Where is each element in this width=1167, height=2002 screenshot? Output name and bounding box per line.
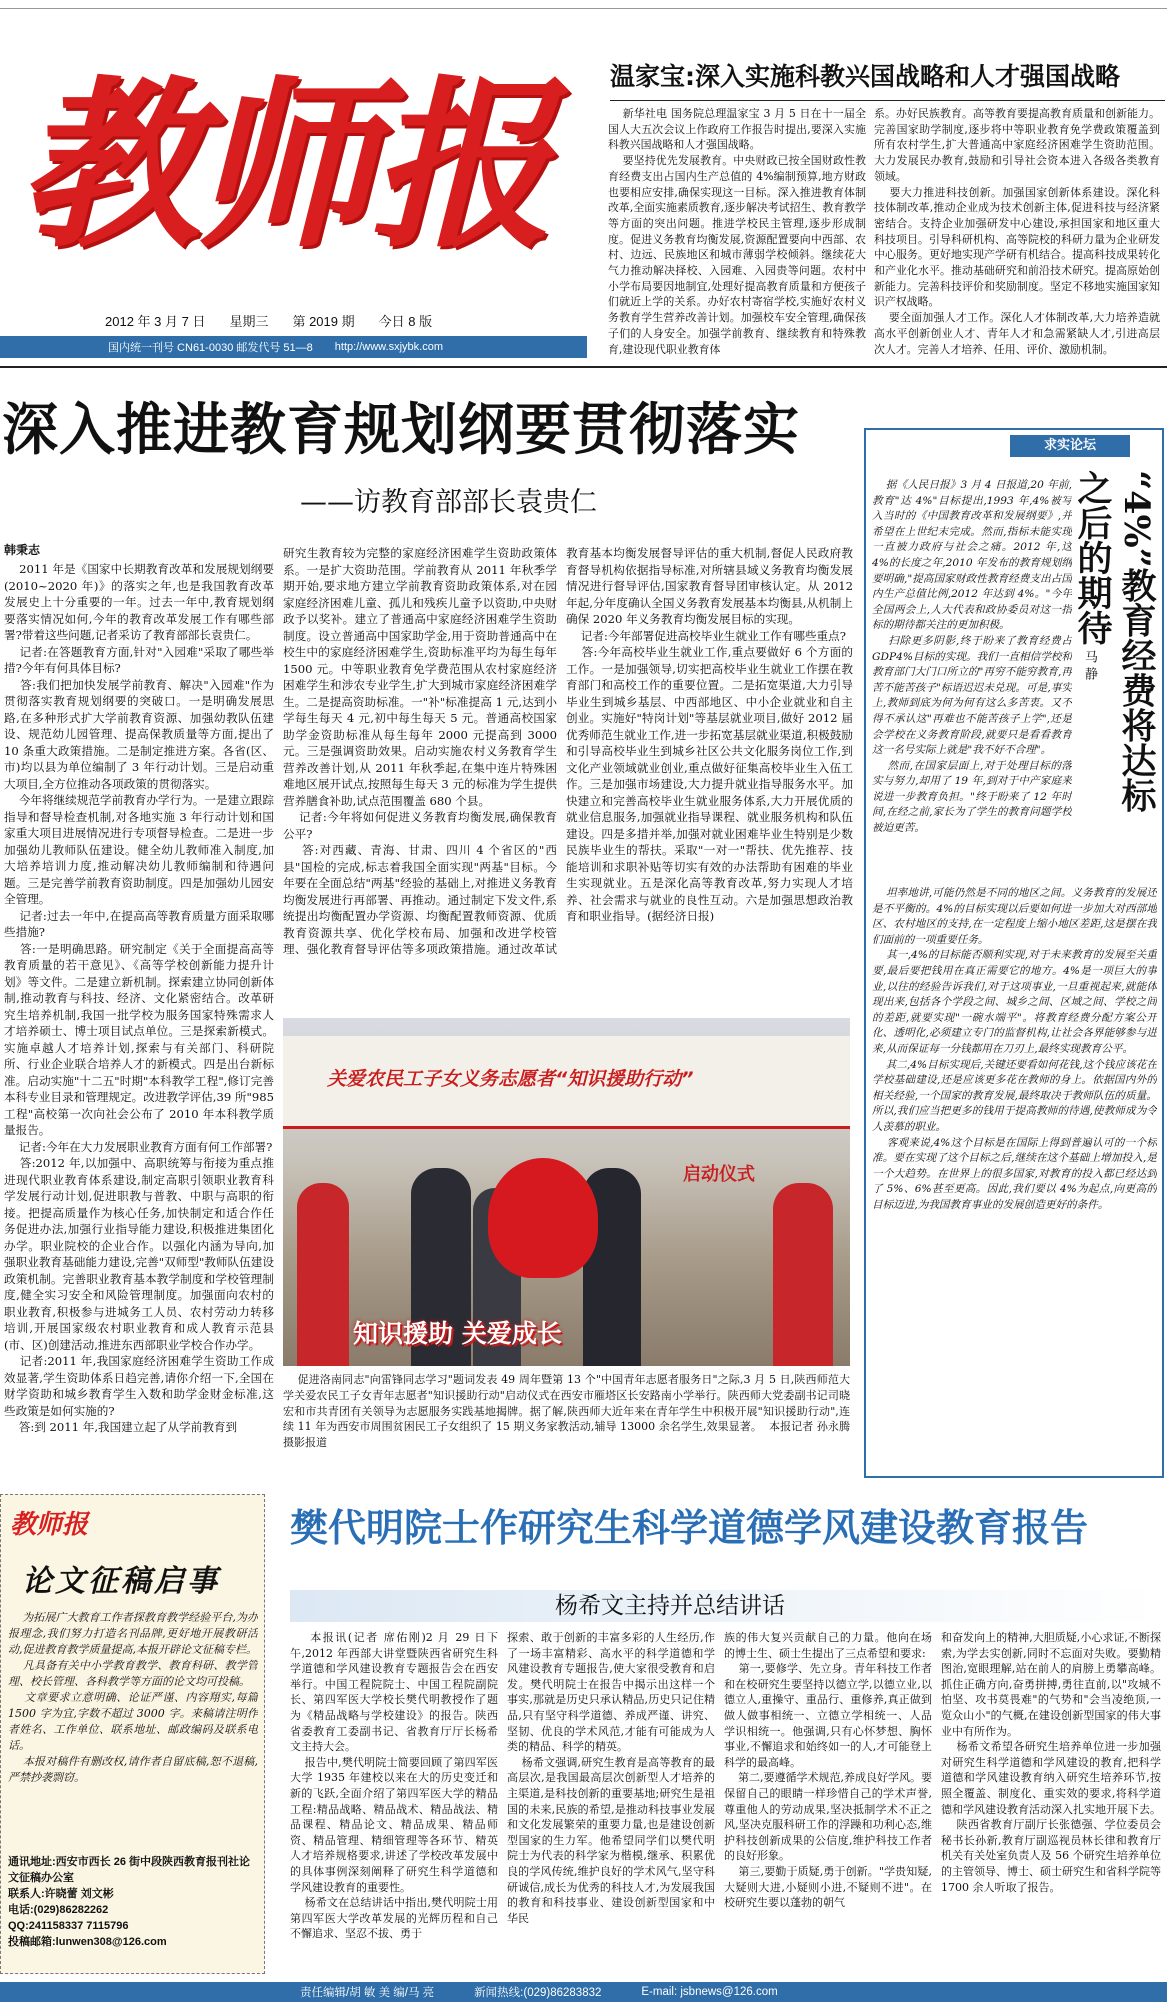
- ad-email[interactable]: 投稿邮箱:lunwen308@126.com: [8, 1936, 167, 1948]
- ad-logo: 教师报: [10, 1510, 89, 1540]
- top-story-column-1: 新华社电 国务院总理温家宝 3 月 5 日在十一届全国人大五次会议上作政府工作报告时提出,要深入实施科教兴国战略和人才强国战略。 要坚持优先发展教育。中央财政已按全国财政性教育经费支出占国内生产总值的 4%编制预算,地方财政也要相应安排,确保实现这一目标。深入推进教育体制改革,全面实施素质教育,逐步解决考试招生、教育教学等方面的突出问题。推进学校民主管理,逐步形成制度。促进义务教育均衡发展,资源配置要向中西部、农村、边远、民族地区和城市薄弱学校倾斜。继续花大气力推动解决择校、入园难、入园贵等问题。农村中小学布局要因地制宜,处理好提高教育质量和方便孩子们就近上学的关系。办好农村寄宿学校,实施好农村义务教育学生营养改善计划。加强校车安全管理,确保孩子们的人身安全。加强学前教育、继续教育和特殊教育,建设现代职业教育体: [608, 107, 866, 356]
- publication-code: 国内统一刊号 CN61-0030 邮发代号 51—8: [108, 342, 313, 354]
- masthead-bottom-rule: [0, 366, 1167, 368]
- masthead-top-rule: [0, 8, 1167, 9]
- ad-contact-block: [8, 1854, 260, 1950]
- person-5: [773, 1183, 833, 1366]
- main-headline: 深入推进教育规划纲要贯彻落实: [2, 398, 800, 463]
- ad-address: 通讯地址:西安市西长 26 街中段陕西教育报刊社论文征稿办公室: [8, 1856, 251, 1884]
- issue-weekday: 星期三: [229, 313, 269, 329]
- page-count: 今日 8 版: [378, 313, 433, 329]
- plaque-ribbon: [488, 1158, 598, 1278]
- ad-body: 为拓展广大教育工作者探教育教学经验平台,为办报理念,我们努力打造名刊品牌,更好地开展教研活动,促进教育教学质量提高,本报开辟论文征稿专栏。 凡具备有关中小学教育教学、教育科研、教学管理、校长管理、各科教学等方面的论文均可投稿。 文章要求立意明确、论证严谨、内容翔实,每篇 1500 字为宜,字数不超过 3000 字。来稿请注明作者姓名、工作单位、联系地址、邮政编码及联系电话。 本报对稿件有删改权,请作者自留底稿,恕不退稿,严禁抄袭剽窃。: [8, 1611, 258, 1784]
- footer-phone: 新闻热线:(029)86283832: [474, 1987, 602, 1999]
- second-story-column-2: 探索、敢于创新的丰富多彩的人生经历,作了一场丰富精彩、高水平的科学道德和学风建设教育专题报告,使大家很受教育和启发。樊代明院士在报告中揭示出这样一个事实,那就是历史只承认精品,历史只记住精品,只有坚守科学道德、养成严谨、讲究、坚韧、优良的学术风范,才能有可能成为人类的精品、科学的精英。 杨希文强调,研究生教育是高等教育的最高层次,是我国最高层次创新型人才培养的主渠道,是科技创新的重要基地;研究生是祖国的未来,民族的希望,是推动科技事业发展和文化发展繁荣的重要力量,也是建设创新型国家的生力军。他希望同学们以樊代明院士为代表的科学家为楷模,继承、积累优良的学风传统,维护良好的学术风气,坚守科研诚信,成长为优秀的科技人才,为发展我国的教育和科技事业、建设创新型国家和中华民: [507, 1631, 715, 1925]
- second-story-column-3: 族的伟大复兴贡献自己的力量。他向在场的博士生、硕士生提出了三点希望和要求: 第一,要修学、先立身。青年科技工作者和在校研究生要坚持以德立学,以德立业,以德立人,重操守、重品行、重修养,真正做到做人做事相统一、立德立学相统一、人品学识相统一。他强调,只有心怀梦想、胸怀事业,不懈追求和始终如一的人,才可能登上科学的最高峰。 第二,要遵循学术规范,养成良好学风。要保留自己的眼睛一样珍惜自己的学术声誉,尊重他人的劳动成果,坚决抵制学术不正之风,坚决克服科研工作的浮躁和功利心态,维护科技创新成果的公信度,维护科技工作者的良好形象。 第三,要勤于质疑,勇于创新。"学贵知疑,大疑则大进,小疑则小进,不疑则不进"。在校研究生要以蓬勃的朝气: [724, 1631, 932, 1910]
- main-story-column-2: 研究生教育较为完整的家庭经济困难学生资助政策体系。一是扩大资助范围。学前教育从 2011 年秋季学期开始,要求地方建立学前教育资助政策体系,对在园家庭经济困难儿童、孤儿和残疾儿童予以资助,中央财政予以奖补。建立了普通高中家庭经济困难学生资助制度。设立普通高中国家助学金,用于资助普通高中在校生中的家庭经济困难学生,资助标准平均为每生每年 1500 元。中等职业教育免学费范围从农村家庭经济困难学生和涉农专业学生,扩大到城市家庭经济困难学生。二是提高资助标准。一"补"标准提高 1 元,达到小学每生每天 4 元,初中每生每天 5 元。普通高校国家助学金资助标准从每生每年 2000 元提高到 3000 元。三是强调资助效果。启动实施农村义务教育学生营养改善计划,从 2011 年秋季起,在集中连片特殊困难地区展开试点,按照每生每天 3 元的标准为学生提供营养膳食补助,试点范围覆盖 680 个县。 记者:今年将如何促进义务教育均衡发展,确保教育公平? 答:对西藏、青海、甘肃、四川 4 个省区的"西县"国检的完成,标志着我国全面实现"两基"目标。今年要在全面总结"两基"经验的基础上,对推进义务教育均衡发展进行再部署、再推动。通过制定下发文件,系统提出均衡配置办学资源、均衡配置教师资源、优质教育资源共享、优化学校布局、加强和改进学校管理、强化教育督导评估等多项政策措施。通过改革试: [283, 546, 557, 955]
- footer-bar: [0, 1982, 1167, 2002]
- commentary-title: “4%”教育经费将达标之后的期待: [1072, 470, 1157, 813]
- second-headline: 樊代明院士作研究生科学道德学风建设教育报告: [290, 1506, 1089, 1550]
- issue-number: 第 2019 期: [292, 313, 355, 329]
- commentary-column-a: 据《人民日报》3 月 4 日报道,20 年前,教育"达 4%"目标提出,1993 年,4%被写入当时的《中国教育改革和发展纲要》,并希望在上世纪末完成。然而,指标未能实现一直被力政府与社会之痛。2012 年,这 4%的长度之年,2010 年发布的教育规划纲要明确,"提高国家财政性教育经费支出占国内生产总值比例,2012 年达到 4%。"今年全国两会上,人大代表和政协委员对这一指标的期待都关注的更加积极。 扫除更多阴影,终于盼来了教育经费占 GDP4%目标的实现。我们一直相信学校和教育部门大门口所立的"再穷不能穷教育,再苦不能苦孩子"标语迟迟未兑现。可是,事实上,教师到底为何为何有这么多苦衷。又不得不承认这"再难也不能苦孩子上学",还是会学校在义务教育阶段,就要只是看看教育这一名号实际上就是"我不好不合理"。 然而,在国家层面上,对于处理目标的落实与努力,却用了 19 年,到对于中产家庭来说进一步教育负担。"终于盼来了 12 年时间,在经之前,家长为了学生的教育问题学校被迫更苦。: [872, 479, 1072, 835]
- photo-banner-text: 关爱农民工子女义务志愿者“知识援助行动”: [327, 1068, 694, 1090]
- ad-phone: 电话:(029)86282262: [8, 1904, 109, 1916]
- ad-contact: 联系人:许晓蕾 刘文彬: [8, 1888, 114, 1900]
- commentary-column-tag: 求实论坛: [1010, 435, 1130, 457]
- masthead-logo: 教师报: [18, 58, 546, 272]
- second-subtitle: 杨希文主持并总结讲话: [555, 1593, 785, 1619]
- ad-title: 论文征稿启事: [22, 1564, 220, 1599]
- second-story-column-4: 和奋发向上的精神,大胆质疑,小心求证,不断探索,为学去实创新,同时不忘面对失败。要勤精图治,宽眼理解,站在前人的肩膀上勇攀高峰。抓住正确方向,奋勇拼搏,勇往直前,以"攻城不怕坚、攻书莫畏难"的气势和"会当凌绝顶,一览众山小"的气概,在建设创新型国家的伟大事业中有所作为。 杨希文希望各研究生培养单位进一步加强对研究生科学道德和学风建设的教育,把科学道德和学风建设教育纳入研究生培养环节,按照全覆盖、制度化、重实效的要求,将科学道德和学风建设教育活动深入扎实地开展下去。 陕西省教育厅副厅长张德强、学位委员会秘书长孙新,教育厅副巡视员林长律和教育厅机关有关处室负责人及 56 个研究生培养单位的主管领导、博士、硕士研究生和省科学院等 1700 余人听取了报告。: [941, 1631, 1161, 1894]
- top-story-rule: [610, 100, 1165, 101]
- main-story-column-3: 教育基本均衡发展督导评估的重大机制,督促人民政府教育督导机构依据指导标准,对所辖县域义务教育均衡发展情况进行督导评估,国家教育督导团审核认定。从 2012 年起,分年度确认全国义务教育发展基本均衡县,从机制上确保 2020 年义务教育均衡发展目标的实现。 记者:今年部署促进高校毕业生就业工作有哪些重点? 答:今年高校毕业生就业工作,重点要做好 6 个方面的工作。一是加强领导,切实把高校毕业生就业工作摆在教育部门和高校工作的重要位置。二是拓宽渠道,大力引导毕业生到城乡基层、中西部地区、中小企业就业和自主创业。实施好"特岗计划"等基层就业项目,做好 2012 届优秀师范生就业工作,进一步拓宽基层就业渠道,积极鼓励和引导高校毕业生到城乡社区公共文化服务岗位工作,到文化产业领域就业创业,重点做好征集高校毕业生入伍工作。三是加强市场建设,大力提升就业指导服务水平。加快建立和完善高校毕业生就业服务体系,大力开展优质的就业信息服务,加强就业指导课程、就业服务机构和队伍建设。四是多措并举,加强对就业困难毕业生特别是少数民族毕业生的帮扶。采取"一对一"帮扶、优先推荐、技能培训和求职补贴等切实有效的办法帮助有困难的毕业生实现就业。五是深化高等教育改革,努力实现人才培养、社会需求与就业的良性互动。六是加强思想政治教育和职业指导。(据经济日报): [566, 546, 853, 923]
- person-1: [297, 1183, 349, 1366]
- top-story-headline: 温家宝:深入实施科教兴国战略和人才强国战略: [610, 62, 1120, 91]
- second-story-column-1: 本报讯(记者 席佑刚)2 月 29 日下午,2012 年西部大讲堂暨陕西省研究生科学道德和学风建设教育专题报告会在西安举行。中国工程院院士、中国工程院副院长、第四军医大学校长樊代明教授作了题为《精品战略与学校建设》的报告。陕西省委教育工委副书记、省教育厅厅长杨希文主持大会。 报告中,樊代明院士简要回顾了第四军医大学 1935 年建校以来在大的历史变迁和新的飞跃,全面介绍了第四军医大学的精品工程:精品战略、精品战术、精品战法、精品课程、精品论文、精品成果、精品师资、精品管理、精细管理等各环节、精英人才培养规格要求,讲述了学校改革发展中的具体事例深刻阐释了研究生科学道德和学风建设教育的重要性。 杨希文在总结讲话中指出,樊代明院士用第四军医大学改革发展的光辉历程和自己不懈追求、坚忍不拔、勇于: [290, 1631, 498, 1941]
- top-story-column-2: 系。办好民族教育。高等教育要提高教育质量和创新能力。完善国家助学制度,逐步将中等职业教育免学费政策覆盖到所有农村学生,扩大普通高中家庭经济困难学生资助范围。大力发展民办教育,鼓励和引导社会资本进入各级各类教育领域。 要大力推进科技创新。加强国家创新体系建设。深化科技体制改革,推动企业成为技术创新主体,促进科技与经济紧密结合。支持企业加强研发中心建设,承担国家和地区重大科技项目。引导科研机构、高等院校的科研力量为企业研发中心服务。更好地实现产学研有机结合。提高科技成果转化和产业化水平。推动基础研究和前沿技术研究。提高原始创新能力。完善科技评价和奖励制度。坚定不移地实施国家知识产权战略。 要全面加强人才工作。深化人才体制改革,大力培养造就高水平创新创业人才、青年人才和急需紧缺人才,引进高层次人才。完善人才培养、任用、评价、激励机制。: [874, 107, 1160, 356]
- issue-date: 2012 年 3 月 7 日: [105, 313, 206, 329]
- commentary-column-b: 坦率地讲,可能仍然是不同的地区之间。义务教育的发展还是不平衡的。4%的目标实现以后要如何进一步加大对西部地区、农村地区的支持,在一定程度上缩小地区差距,这是摆在我们面前的一项重要任务。 其一,4%的目标能否顺利实现,对于未来教育的发展至关重要,最后要把钱用在真正需要它的地方。4%是一项巨大的事业,以往的经验告诉我们,对于这项事业,一旦重视起来,就能体现出来,包括各个学段之间、城乡之间、区域之间、学校之间的差距,就要实现"一碗水端平"。将教育经费分配方案公开化、透明化,必须建立专门的监督机构,让社会各界能够参与进来,从而保证每一分钱都用在刀刃上,最终实现教育公平。 其二,4%目标实现后,关键还要看如何花钱,这个钱应该花在学校基础建设,还是应该更多花在教师的身上。依据国内外的相关经验,一个国家的教育发展,最终取决于教师队伍的质量。所以,我们应当把更多的钱用于提高教师的待遇,使教师成为令人羡慕的职业。 客观来说,4%这个目标是在国际上得到普遍认可的一个标准。要在实现了这个目标之后,继续在这个基础上增加投入,是一个大趋势。在世界上的很多国家,对教育的投入都已经达到了 5%、6%甚至更高。因此,我们要以 4%为起点,向更高的目标迈进,为我国教育事业的发展创造更好的条件。: [872, 887, 1157, 1211]
- footer-editor: 责任编辑/胡 敏 美 编/马 亮: [300, 1987, 435, 1999]
- publication-info-bar: [0, 336, 587, 358]
- event-photo: [283, 1018, 850, 1366]
- website-link[interactable]: http://www.sxjybk.com: [334, 341, 443, 353]
- photo-slogan: 知识援助 关爱成长: [353, 1319, 562, 1348]
- commentary-author: 马 静: [1082, 650, 1097, 681]
- ad-qq: QQ:241158337 7115796: [8, 1920, 129, 1932]
- photo-ribbon-text: 启动仪式: [683, 1164, 755, 1185]
- main-story-column-1: 2011 年是《国家中长期教育改革和发展规划纲要(2010~2020 年)》的落实之年,也是我国教育改革发展史上十分重要的一年。过去一年中,教育规划纲要落实情况如何,今年的教育改革发展工作有哪些部署?带着这些问题,记者采访了教育部部长袁贵仁。 记者:在答题教育方面,针对"入园难"采取了哪些举措?今年有何具体目标? 答:我们把加快发展学前教育、解决"入园难"作为贯彻落实教育规划纲要的突破口。一是明确发展思路,在多种形式扩大学前教育资源、加强幼教队伍建设、规范幼儿园管理、提高保教质量等方面,提出了 10 条重大政策措施。二是制定推进方案。各省(区、市)均以县为单位编制了 3 年行动计划。三是启动重大项目,全方位推动各项政策的贯彻落实。 今年将继续规范学前教育办学行为。一是建立跟踪指导和督导检查机制,对各地实施 3 年行动计划和国家重大项目进展情况进行专项督导检查。二是进一步加强幼儿教师队伍建设。健全幼儿教师准入制度,加大培养培训力度,推动解决幼儿教师编制和待遇问题。三是完善学前教育资助制度。四是加强幼儿园安全管理。 记者:过去一年中,在提高高等教育质量方面采取哪些措施? 答:一是明确思路。研究制定《关于全面提高高等教育质量的若干意见》、《高等学校创新能力提升计划》等文件。二是建立新机制。探索建立协同创新体制,推动教育与科技、经济、文化紧密结合。改革研究生培养机制,我国一批学校为服务国家特殊需求人才培养硕士、博士项目试点单位。三是探索新模式。实施卓越人才培养计划,探索与有关部门、科研院所、行业企业联合培养人才的新模式。四是出台新标准。启动实施"十二五"时期"本科教学工程",修订完善本科专业目录和管理规定。改进教学评估,39 所"985 工程"高校第一次向社会公布了 2010 年本科教学质量报告。 记者:今年在大力发展职业教育方面有何工作部署? 答:2012 年,以加强中、高职统筹与衔接为重点推进现代职业教育体系建设,制定高职引领职业教育科学发展行动计划,促进职教与普教、中职与高职的衔接。把提高质量作为核心任务,加快制定和适合作任务促进办法,加强行业指导能力建设,积极推进集团化办学。职业院校的企业合作。以强化内涵为导向,加强职业教育基础能力建设,完善"双师型"教师队伍建设政策机制。完善职业教育基本教学制度和学校管理制度,健全实习安全和风险管理制度。加强面向农村的职业教育,积极参与进城务工人员、农村劳动力转移培训,开展国家级农村职业教育和成人教育示范县(市、区)创建活动,推进东西部职业学校合作办学。 记者:2011 年,我国家庭经济困难学生资助工作成效显著,学生资助体系日趋完善,请你介绍一下,全国在财学资助和城乡教育学生入数和助学金财金标准,这些政策是如何实施的? 答:到 2011 年,我国建立起了从学前教育到: [4, 562, 274, 1434]
- photo-caption: 促进洛南同志"向雷锋同志学习"题词发表 49 周年暨第 13 个"中国青年志愿者服务日"之际,3 月 5 日,陕西师范大学关爱农民工子女青年志愿者"知识援助行动"启动仪式在西安市雁塔区长安路南小学举行。陕西师大党委副书记司晓宏和市共青团有关领导为志愿服务实践基地揭牌。据了解,陕西师大近年来在青年学生中积极开展"知识援助行动",连续 11 年为西安市周围贫困民工子女组织了 15 期义务家教活动,辅导 13000 余名学生,效果显著。 本报记者 孙永腾 摄影报道: [283, 1373, 850, 1450]
- dateline: [10, 309, 585, 331]
- main-byline: 韩秉志: [4, 543, 41, 557]
- main-subtitle: ——访教育部部长袁贵仁: [300, 487, 597, 518]
- footer-email[interactable]: E-mail: jsbnews@126.com: [641, 1986, 778, 1998]
